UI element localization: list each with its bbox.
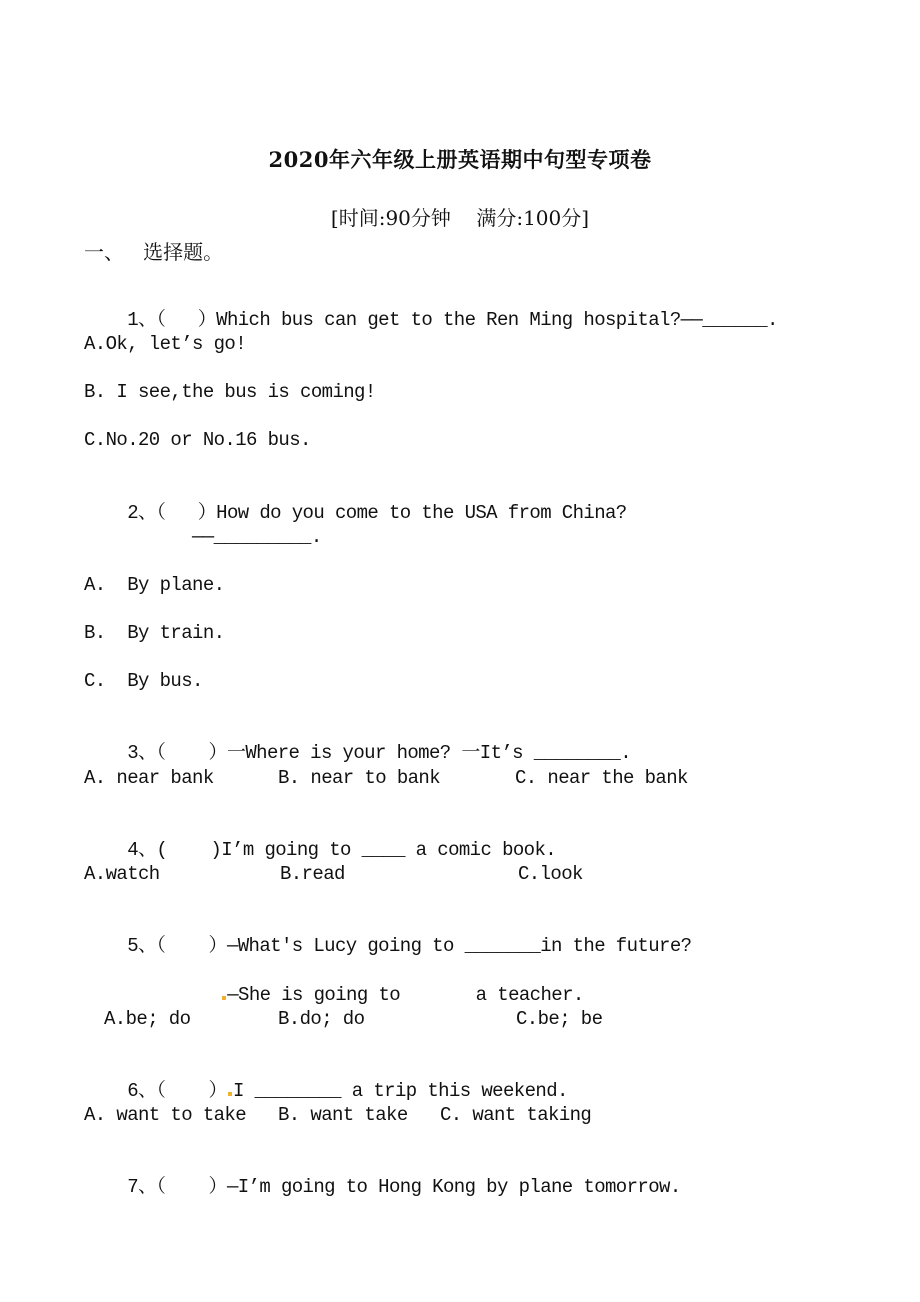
question-text: How do you come to the USA from China? [216,502,627,524]
answer-line: ——_________. [192,526,322,548]
highlight-mark-icon [222,996,226,1000]
option-b: B.do; do [278,1008,365,1030]
question-number: 1、（ ） [127,309,217,331]
document-title: 2020年六年级上册英语期中句型专项卷 [268,147,652,172]
question-number: 3、（ ） [127,742,227,764]
option-b: B. near to bank [278,767,441,789]
question-text: 一Where is your home? 一It’s ________. [226,742,632,764]
question-text: Which bus can get to the Ren Ming hospital?——______. [216,309,778,331]
question-text: I ________ a trip this weekend. [232,1080,568,1102]
option-b: B. want take [278,1104,408,1126]
option-a: A.Ok, let’s go! [84,333,247,355]
option-a: A. near bank [84,767,214,789]
option-c: C.look [518,863,583,885]
option-b: B. I see,the bus is coming! [84,381,376,403]
question-number: 7、（ ） [127,1176,227,1198]
option-a: A.be; do [104,1008,191,1030]
option-a: A. By plane. [84,574,225,596]
question-text: I’m going to ____ a comic book. [221,839,557,861]
question-text: —I’m going to Hong Kong by plane tomorrow. [226,1176,681,1198]
option-b: B. By train. [84,622,225,644]
answer-line: —She is going to a teacher. [227,984,584,1006]
option-b: B.read [280,863,345,885]
option-a: A. want to take [84,1104,247,1126]
question-number: 5、（ ） [127,935,227,957]
question-7 [84,1151,681,1223]
question-number: 4、( ) [127,839,222,861]
question-2 [84,477,627,549]
question-number: 2、（ ） [127,502,217,524]
option-c: C.No.20 or No.16 bus. [84,429,311,451]
highlight-mark-icon [228,1092,232,1096]
option-c: C. want taking [440,1104,592,1126]
option-a: A.watch [84,863,160,885]
question-text: —What's Lucy going to _______in the future? [226,935,692,957]
option-c: C.be; be [516,1008,603,1030]
option-c: C. By bus. [84,670,203,692]
option-c: C. near the bank [515,767,688,789]
question-number: 6、（ ） [127,1080,227,1102]
section-heading: 一、 选择题。 [84,240,224,264]
document-subtitle: [时间:90分钟 满分:100分] [330,206,590,230]
